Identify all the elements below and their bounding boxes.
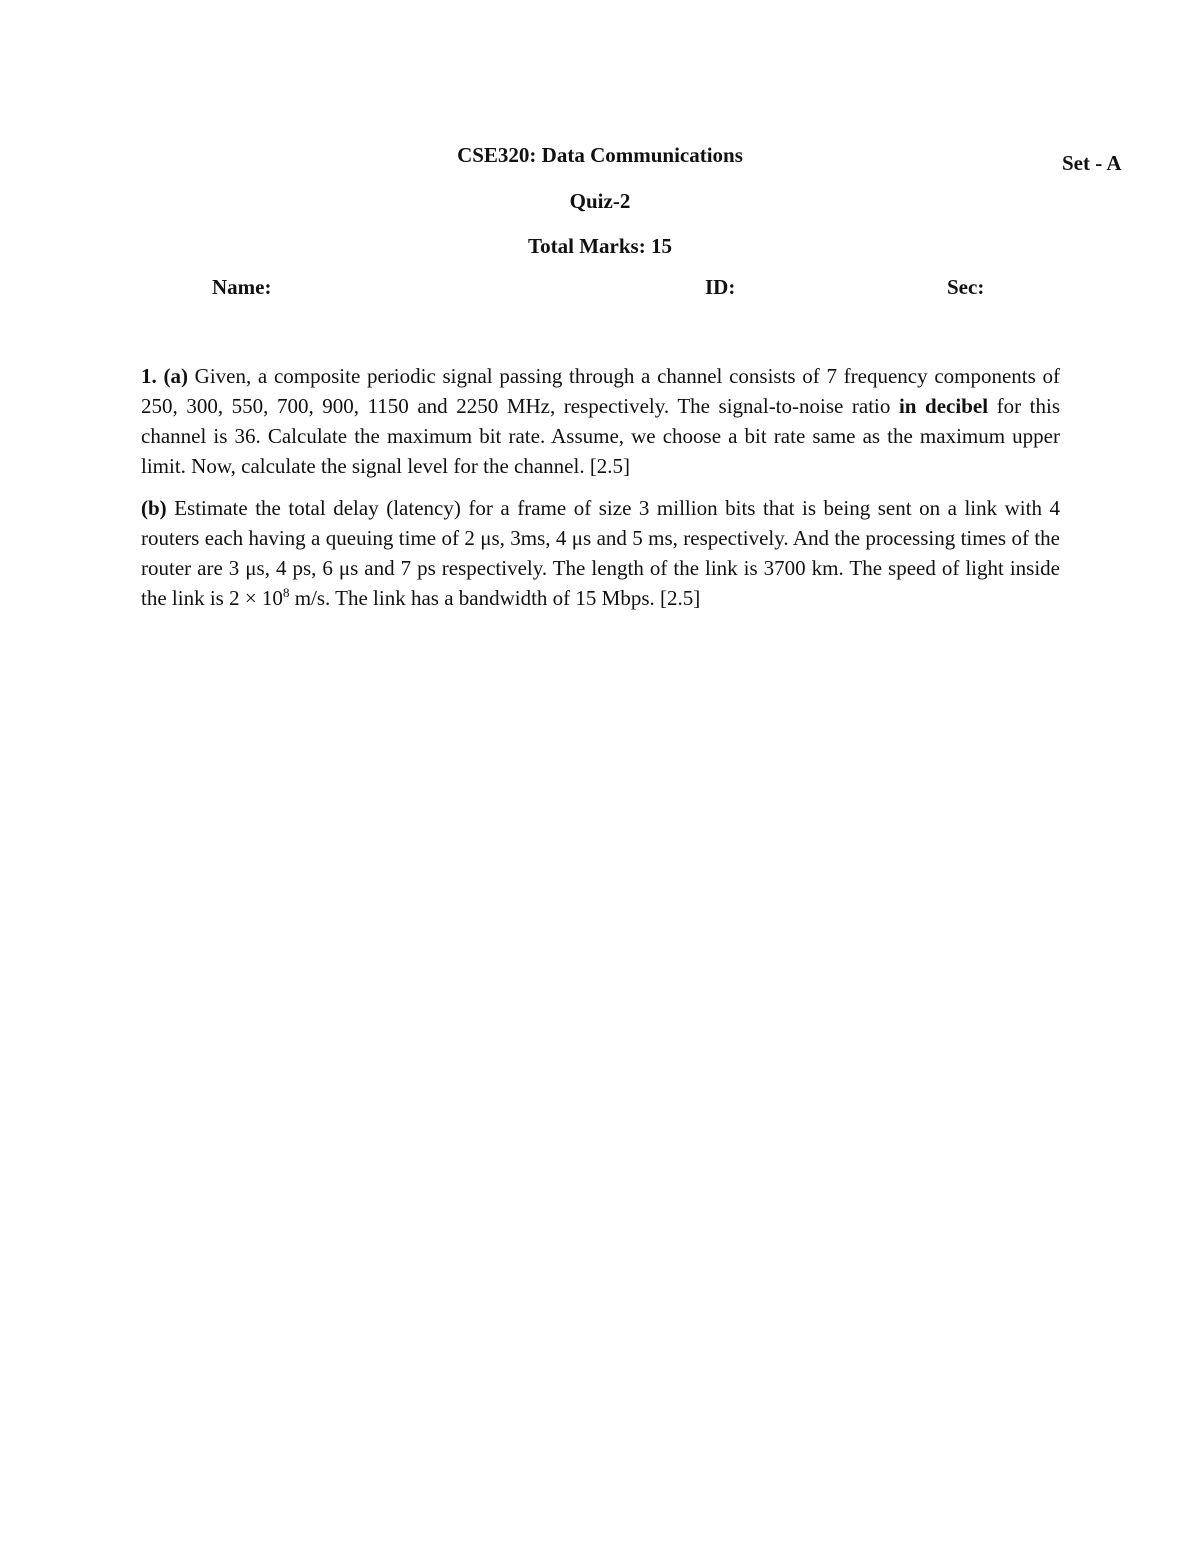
part-a-label: (a) — [163, 364, 188, 388]
question-1b — [141, 493, 1060, 613]
part-b-text-1: Estimate the total delay (latency) for a frame of size 3 million bits that is being sent on a link with 4 routers each having a queuing time of 2 μs, 3ms, 4 μs and 5 ms, respectively. And the processing times of the router are 3 μs, 4 ps, 6 μs and 7 ps respectively. The length of the link is 3700 km. The speed of light inside the link is 2 × 10 — [141, 496, 1060, 610]
quiz-title: Quiz-2 — [569, 189, 631, 213]
part-b-superscript: 8 — [282, 585, 290, 600]
sec-label: Sec: — [947, 275, 985, 299]
name-label: Name: — [212, 275, 272, 299]
question-number: 1. — [141, 364, 157, 388]
part-b-label: (b) — [141, 496, 167, 520]
id-label: ID: — [705, 275, 736, 299]
set-label: Set - A — [1062, 151, 1122, 175]
question-1a — [141, 361, 1060, 481]
part-a-text-1: Given, a composite periodic signal passing through a channel consists of 7 frequency components of 250, 300, 550, 700, 900, 1150 and 2250 MHz, respectively. The signal-to-noise ratio — [141, 364, 1061, 418]
part-a-bold-text: in decibel — [898, 394, 989, 418]
part-b-text-2: m/s. The link has a bandwidth of 15 Mbps. [2.5] — [289, 586, 701, 610]
part-a-text-2: for this channel is 36. Calculate the maximum bit rate. Assume, we choose a bit rate same as the maximum upper limit. Now, calculate the signal level for the channel. [2.5] — [141, 394, 1060, 478]
total-marks: Total Marks: 15 — [528, 234, 672, 258]
course-title: CSE320: Data Communications — [457, 143, 743, 167]
